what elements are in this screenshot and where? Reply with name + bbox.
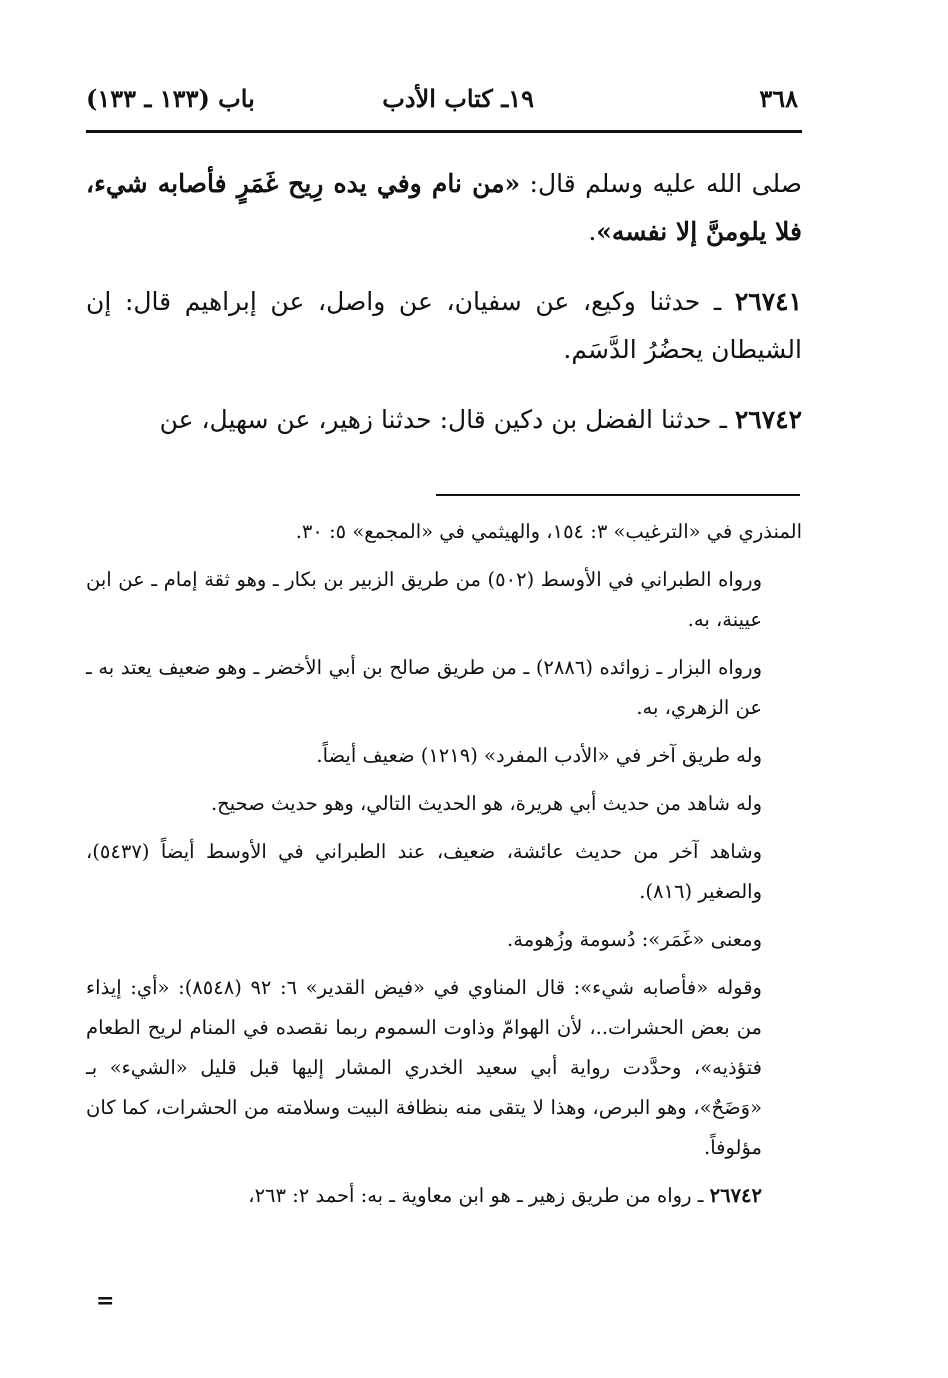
- main-text: [86, 160, 802, 444]
- hadith-text: ـ حدثنا وكيع، عن سفيان، عن واصل، عن إبراهيم قال: إن الشيطان يحضُرُ الدَّسَم.: [86, 287, 802, 364]
- paragraph-hadith-end: [86, 160, 802, 256]
- hadith-quote: «من نام وفي يده رِيح غَمَرٍ فأصابه شيء، فلا يلومنَّ إلا نفسه»: [86, 169, 802, 246]
- header-rule: [86, 130, 802, 133]
- hadith-26741: [86, 278, 802, 374]
- continuation-mark: =: [96, 1288, 115, 1314]
- footnote-line: ورواه الطبراني في الأوسط (٥٠٢) من طريق الزبير بن بكار ـ وهو ثقة إمام ـ عن ابن عيينة، به.: [86, 568, 762, 631]
- section-range: باب (١٣٣ ـ ١٣٣): [86, 84, 255, 113]
- paragraph-lead: صلى الله عليه وسلم قال:: [520, 169, 802, 198]
- footnote-line: ومعنى «غَمَر»: دُسومة وزُهومة.: [507, 928, 762, 951]
- footnote-line: وشاهد آخر من حديث عائشة، ضعيف، عند الطبراني في الأوسط أيضاً (٥٤٣٧)، والصغير (٨١٦).: [86, 840, 762, 903]
- footnote-line: وله شاهد من حديث أبي هريرة، هو الحديث التالي، وهو حديث صحيح.: [210, 792, 762, 815]
- footnote-line: المنذري في «الترغيب» ٣: ١٥٤، والهيثمي في «المجمع» ٥: ٣٠.: [295, 520, 802, 543]
- footnote-rule: [436, 494, 800, 496]
- footnote-line: وله طريق آخر في «الأدب المفرد» (١٢١٩) ضعيف أيضاً.: [316, 744, 762, 767]
- hadith-26742: [86, 396, 802, 444]
- footnote-hadith-26742: [86, 1176, 802, 1216]
- footnote-line: وقوله «فأصابه شيء»: قال المناوي في «فيض القدير» ٦: ٩٢ (٨٥٤٨): «أي: إيذاء من بعض الحشرات..، لأن الهوامّ وذاوت السموم ربما نقصده في المنام لريح الطعام فتؤذيه»، وحدَّدت رواية أبي سعيد الخدري المشار إليها قبل قليل «الشيء» بـ «وَضَحٌ»، وهو البرص، وهذا لا يتقى منه بنظافة البيت وسلامته من الحشرات، كما كان مؤلوفاً.: [86, 976, 762, 1159]
- hadith-number: ٢٦٧٤٢: [734, 405, 802, 434]
- footnote-number: ٢٦٧٤٢: [709, 1184, 762, 1207]
- footnote-line: ورواه البزار ـ زوائده (٢٨٨٦) ـ من طريق صالح بن أبي الأخضر ـ وهو ضعيف يعتد به ـ عن الزهري، به.: [86, 656, 762, 719]
- page-number: ٣٦٨: [759, 84, 798, 113]
- footnote-text: ـ رواه من طريق زهير ـ هو ابن معاوية ـ به: أحمد ٢: ٢٦٣،: [248, 1184, 710, 1207]
- hadith-text: ـ حدثنا الفضل بن دكين قال: حدثنا زهير، عن سهيل، عن: [159, 405, 735, 434]
- chapter-title: ١٩ـ كتاب الأدب: [382, 84, 534, 113]
- footnotes: [86, 512, 802, 1216]
- running-header: [86, 78, 802, 126]
- paragraph-tail: .: [588, 217, 597, 246]
- hadith-number: ٢٦٧٤١: [734, 287, 802, 316]
